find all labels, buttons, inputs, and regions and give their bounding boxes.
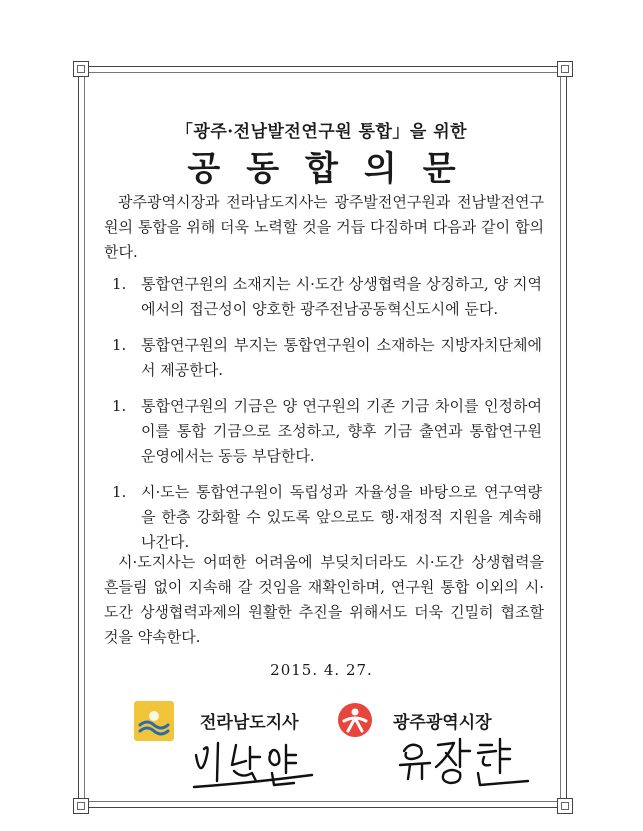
gwangju-emblem-icon [336, 701, 374, 739]
document-subtitle: 「광주·전남발전연구원 통합」을 위한 [175, 122, 468, 142]
signatory-title-gwangju: 광주광역시장 [393, 713, 492, 733]
corner-ornament [557, 61, 573, 77]
agreement-item [112, 272, 542, 322]
corner-ornament [73, 61, 89, 77]
signatory-title-jeonnam: 전라남도지사 [200, 713, 299, 733]
intro-paragraph: 광주광역시장과 전라남도지사는 광주발전연구원과 전남발전연구원의 통합을 위해 더욱 노력할 것을 거듭 다짐하며 다음과 같이 합의한다. [104, 193, 544, 261]
signature-gwangju-mayor [396, 733, 536, 793]
document-title: 공동합의문 [187, 149, 482, 189]
jeonnam-emblem-icon [134, 701, 174, 741]
item-text: 통합연구원의 부지는 통합연구원이 소재하는 지방자치단체에서 제공한다. [141, 336, 542, 379]
item-text: 통합연구원의 소재지는 시·도간 상생협력을 상징하고, 양 지역에서의 접근성이 양호한 광주전남공동혁신도시에 둔다. [141, 275, 542, 318]
item-text: 시·도는 통합연구원이 독립성과 자율성을 바탕으로 연구역량을 한층 강화할 수 있도록 앞으로도 행·재정적 지원을 계속해 나간다. [141, 483, 542, 551]
item-number: 1. [112, 483, 127, 501]
agreement-item [112, 480, 542, 555]
item-number: 1. [112, 275, 127, 293]
signature-jeonnam-governor [190, 735, 320, 795]
item-text: 통합연구원의 기금은 양 연구원의 기존 기금 차이를 인정하여 이를 통합 기금으로 조성하고, 향후 기금 출연과 통합연구원 운영에서는 동등 부담한다. [141, 397, 542, 465]
closing-paragraph: 시·도지사는 어떠한 어려움에 부딪치더라도 시·도간 상생협력을 흔들림 없이 지속해 갈 것임을 재확인하며, 연구원 통합 이외의 시·도간 상생협력과제의 원활한 추진을 위해서도 더욱 긴밀히 협조할 것을 약속한다. [104, 553, 544, 646]
corner-ornament [557, 798, 573, 814]
agreement-item [112, 394, 542, 469]
item-number: 1. [112, 397, 127, 415]
document-date: 2015. 4. 27. [270, 661, 373, 679]
agreement-items [112, 272, 542, 566]
item-number: 1. [112, 336, 127, 354]
agreement-item [112, 333, 542, 383]
corner-ornament [73, 798, 89, 814]
